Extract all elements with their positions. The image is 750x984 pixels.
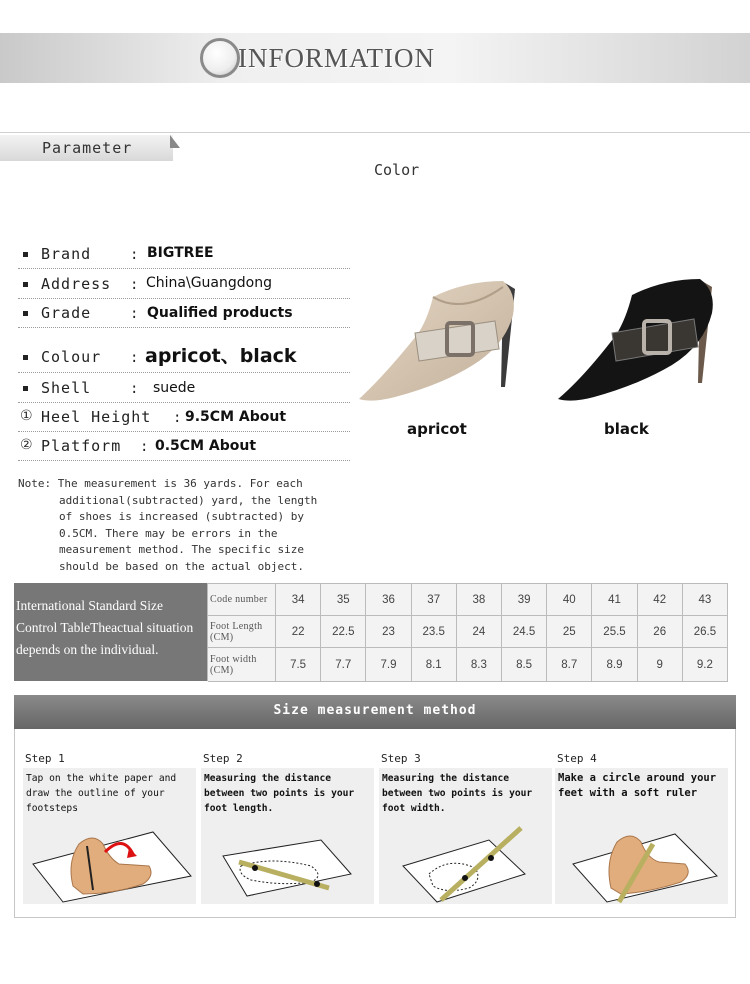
size-cell: 22 (276, 616, 321, 648)
spec-sep: : (130, 350, 139, 366)
shoe-image-black (552, 275, 727, 405)
spec-value: China\Guangdong (146, 275, 272, 291)
size-cell: 24.5 (502, 616, 547, 648)
spec-sep: : (130, 277, 139, 293)
step-text: Measuring the distance between two points is your foot width. (382, 773, 533, 814)
spec-value: 9.5CM About (185, 409, 287, 425)
note-line: should be based on the actual object. (59, 559, 305, 573)
size-cell: 8.3 (457, 648, 502, 682)
step-text: Tap on the white paper and draw the outline of your footsteps (26, 773, 177, 814)
step-title: Step 2 (203, 752, 243, 765)
size-cell: 25.5 (592, 616, 637, 648)
spec-key: Platform (41, 437, 122, 455)
size-cell: 26.5 (683, 616, 728, 648)
size-cell: 36 (366, 584, 411, 616)
note-line: Note: The measurement is 36 yards. For each (18, 477, 303, 490)
color-label-black: black (604, 420, 649, 438)
note-line: additional(subtracted) yard, the length (59, 493, 318, 507)
number-one-icon: ① (20, 408, 33, 424)
size-cell: 7.5 (276, 648, 321, 682)
size-cell: 38 (457, 584, 502, 616)
size-cell: 9 (638, 648, 683, 682)
color-label-apricot: apricot (407, 420, 467, 438)
note-line: measurement method. The specific size (59, 543, 305, 556)
banner-circle-icon (200, 38, 240, 78)
parameter-tab-label: Parameter (42, 139, 133, 157)
size-cell: 7.7 (321, 648, 366, 682)
spec-row-colour (18, 339, 350, 373)
size-desc-line: depends on the individual. (16, 642, 159, 657)
bullet-icon (23, 386, 28, 391)
spec-value: BIGTREE (147, 245, 214, 261)
spec-row-platform (18, 431, 350, 461)
spec-sep: : (130, 306, 139, 322)
size-cell: 8.7 (547, 648, 592, 682)
foot-width-illustration (379, 804, 552, 904)
spec-value: Qualified products (147, 305, 293, 321)
size-cell: 41 (592, 584, 637, 616)
spec-key: Shell (41, 379, 92, 397)
size-cell: 43 (683, 584, 728, 616)
size-cell: 22.5 (321, 616, 366, 648)
spec-value: apricot、black (145, 345, 297, 367)
size-cell: 7.9 (366, 648, 411, 682)
spec-sep: : (130, 247, 139, 263)
step-panel-1 (23, 768, 196, 904)
spec-sep: : (130, 381, 139, 397)
step-title: Step 3 (381, 752, 421, 765)
size-cell: 26 (638, 616, 683, 648)
spec-row-grade (18, 298, 350, 328)
foot-circle-illustration (555, 804, 728, 904)
step-title: Step 1 (25, 752, 65, 765)
bullet-icon (23, 355, 28, 360)
size-cell: 25 (547, 616, 592, 648)
shoe-image-apricot (355, 275, 530, 405)
spec-sep: : (173, 410, 182, 426)
size-cell: 39 (502, 584, 547, 616)
size-cell: 23.5 (412, 616, 457, 648)
size-cell: 24 (457, 616, 502, 648)
number-two-icon: ② (20, 437, 33, 453)
size-cell: 9.2 (683, 648, 728, 682)
bullet-icon (23, 252, 28, 257)
step-panel-4 (555, 768, 728, 904)
size-table-description (14, 583, 207, 681)
spec-key: Grade (41, 304, 92, 322)
bullet-icon (23, 282, 28, 287)
step-panel-3 (379, 768, 552, 904)
note-line: of shoes is increased (subtracted) by (59, 510, 305, 523)
foot-outline-illustration (23, 804, 196, 904)
foot-length-illustration (201, 804, 374, 904)
measurement-note (18, 476, 338, 575)
spec-key: Heel Height (41, 408, 152, 426)
spec-key: Address (41, 275, 112, 293)
size-row-label: Foot width (CM) (208, 648, 276, 682)
spec-value: 0.5CM About (155, 438, 257, 454)
spec-sep: : (140, 439, 149, 455)
step-text: Make a circle around your feet with a soft ruler (558, 772, 717, 799)
spec-row-brand (18, 239, 350, 269)
banner-title: INFORMATION (238, 43, 436, 73)
size-cell: 35 (321, 584, 366, 616)
spec-row-heel-height (18, 402, 350, 432)
step-panel-2 (201, 768, 374, 904)
size-cell: 42 (638, 584, 683, 616)
divider (0, 132, 750, 133)
measurement-title: Size measurement method (273, 703, 477, 718)
size-cell: 8.5 (502, 648, 547, 682)
size-row-label: Foot Length (CM) (208, 616, 276, 648)
step-text: Measuring the distance between two points is your foot length. (204, 773, 355, 814)
bullet-icon (23, 311, 28, 316)
size-desc-line: Control TableTheactual situation (16, 620, 194, 635)
spec-row-address (18, 269, 350, 299)
size-row-label: Code number (208, 584, 276, 616)
tab-corner (170, 135, 180, 148)
spec-row-shell (18, 373, 350, 403)
size-table (207, 583, 728, 681)
note-line: 0.5CM. There may be errors in the (59, 526, 278, 540)
size-cell: 34 (276, 584, 321, 616)
size-cell: 40 (547, 584, 592, 616)
size-cell: 23 (366, 616, 411, 648)
size-cell: 8.9 (592, 648, 637, 682)
spec-key: Colour (41, 348, 102, 366)
spec-key: Brand (41, 245, 92, 263)
step-title: Step 4 (557, 752, 597, 765)
color-heading: Color (374, 161, 420, 179)
size-cell: 37 (412, 584, 457, 616)
spec-value: suede (153, 380, 196, 396)
size-desc-line: International Standard Size (16, 598, 163, 613)
size-cell: 8.1 (412, 648, 457, 682)
